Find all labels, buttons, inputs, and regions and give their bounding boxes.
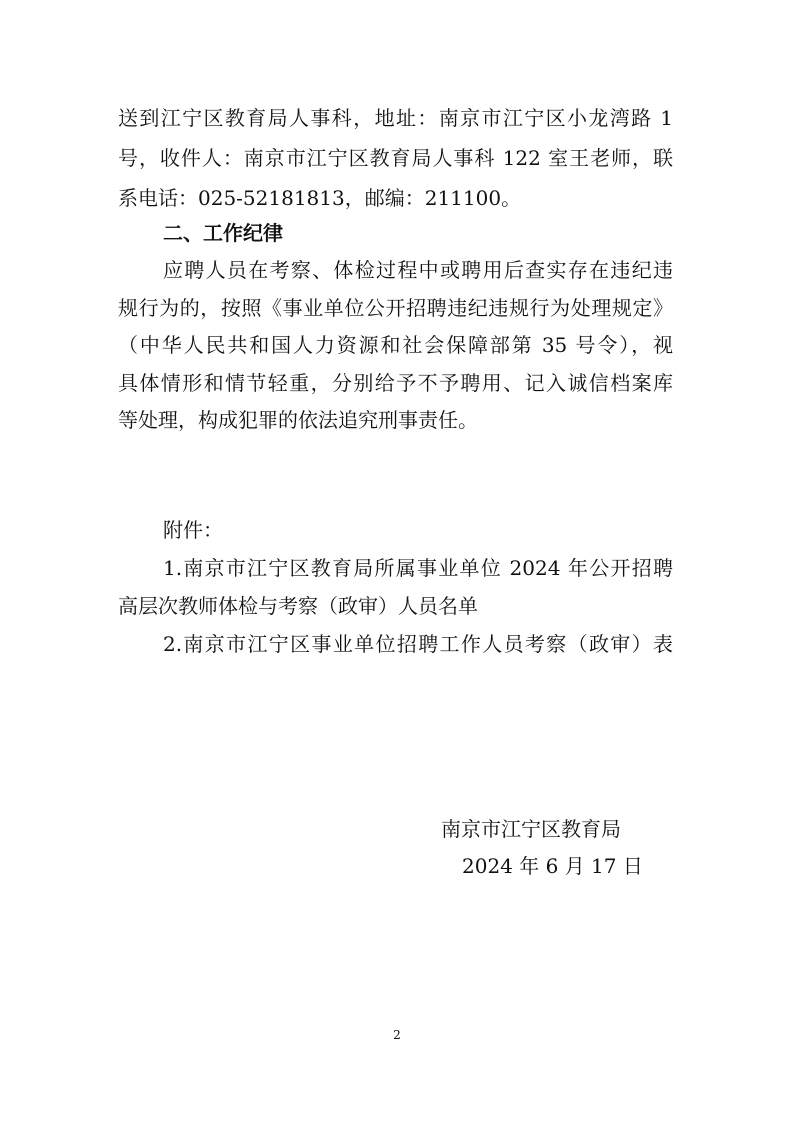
discipline-line-3: （中华人民共和国人力资源和社会保障部第 35 号令），视 [118,333,673,357]
attachments-label: 附件： [163,518,223,542]
page-number: 2 [393,1028,401,1042]
discipline-line-5: 等处理，构成犯罪的依法追究刑事责任。 [118,408,478,432]
attachment-line-1: 1.南京市江宁区教育局所属事业单位 2024 年公开招聘 [163,556,673,580]
signature-organization: 南京市江宁区教育局 [441,817,621,841]
discipline-line-1: 应聘人员在考察、体检过程中或聘用后查实存在违纪违 [163,258,673,282]
address-line-1: 送到江宁区教育局人事科，地址：南京市江宁区小龙湾路 1 [118,106,673,130]
attachment-line-2: 高层次教师体检与考察（政审）人员名单 [118,594,478,618]
address-line-2: 号，收件人：南京市江宁区教育局人事科 122 室王老师，联 [118,146,673,170]
discipline-line-2: 规行为的，按照《事业单位公开招聘违纪违规行为处理规定》 [118,296,673,320]
section-heading: 二、工作纪律 [163,221,283,245]
signature-date: 2024 年 6 月 17 日 [462,854,643,878]
discipline-line-4: 具体情形和情节轻重，分别给予不予聘用、记入诚信档案库 [118,371,673,395]
address-line-3: 系电话：025-52181813，邮编：211100。 [118,186,522,210]
attachment-line-3: 2.南京市江宁区事业单位招聘工作人员考察（政审）表 [163,632,673,656]
